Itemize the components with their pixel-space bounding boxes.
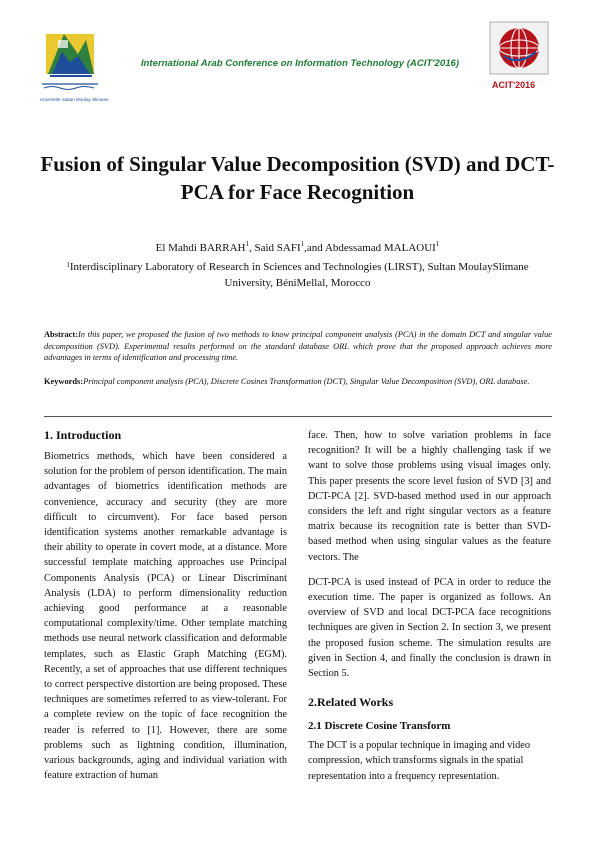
affiliation-line-2: University, BéniMellal, Morocco	[224, 277, 371, 289]
keywords	[44, 376, 552, 388]
right-column	[308, 428, 551, 784]
acit-logo	[486, 18, 552, 94]
author-3: Abdessamad MALAOUI	[324, 242, 436, 254]
author-list	[20, 242, 575, 254]
author-separator: ,	[249, 242, 255, 254]
author-2-sup: 1	[300, 240, 305, 248]
abstract-text: In this paper, we proposed the fusion of two methods to know principal component analysis (PCA) in the domain DCT and singular value decomposition (SVD). Experimental results performed on the standard database ORL which prove that the proposed approach achieves more advantages in terms of identification and processing time.	[44, 330, 552, 363]
section-heading-related-works: 2.Related Works	[308, 695, 394, 710]
introduction-paragraph-continued: face. Then, how to solve variation problems in face recognition? It will be a highly challenging task if we want to solve those problems using visual images only. This paper presents the score level fusion of SVD [3] and DCT-PCA [2]. SVD-based method used in our approach considers the left and right singular vectors as a feature matrix because its recognition rate is better than SVD-based method when using singular values as the feature vectors. The	[308, 430, 551, 563]
university-logo-caption: Université Sultan Moulay Slimane	[40, 97, 109, 102]
author-2: Said SAFI	[254, 242, 301, 254]
dct-paragraph: The DCT is a popular technique in imaging and video compression, which transforms signals in the spatial representation into a frequency representation.	[308, 740, 531, 782]
paper-title: Fusion of Singular Value Decomposition (SVD) and DCT-PCA for Face Recognition	[40, 152, 555, 204]
affiliation-line-1: Interdisciplinary Laboratory of Research in Sciences and Technologies (LIRST), Sultan MoulaySlimane	[69, 261, 529, 273]
abstract-label: Abstract:	[44, 330, 78, 339]
section-heading-introduction: 1. Introduction	[44, 428, 122, 442]
abstract	[44, 329, 552, 364]
keywords-label: Keywords:	[44, 377, 84, 386]
keywords-text: Principal component analysis (PCA), Discrete Cosines Transformation (DCT), Singular Value Decomposition (SVD), ORL database.	[83, 377, 530, 386]
introduction-paragraph: Biometrics methods, which have been considered a solution for the problem of person identification. The main advantages of biometrics identification methods are convenience, accuracy and security (they are more difficult to circumvent). For face based person identification systems another remarkable advantage is their ability to operate in covert mode, at a distance. More successful template matching approaches use Principal Components Analysis (PCA) or Linear Discriminant Analysis (LDA) to perform dimensionality reduction achieving good performance at a reasonable computational complexity/time. Other template matching methods use neural network classification and deformable templates, such as Elastic Graph Matching (EGM). Recently, a set of approaches that use different techniques to correct perspective distortion are being proposed. These techniques are sometimes referred to as view-tolerant. For a complete review on the topic of face recognition the reader is referred to [1]. However, there are some problems such as lightning condition, illumination, various backgrounds, aging and individual variation with feature extraction of human	[44, 451, 287, 782]
affiliation	[20, 259, 575, 291]
left-column	[44, 428, 287, 783]
author-3-sup: 1	[435, 240, 440, 248]
author-1: El Mahdi BARRAH	[155, 242, 246, 254]
subsection-heading-dct: 2.1 Discrete Cosine Transform	[308, 720, 451, 733]
conference-title: International Arab Conference on Information Technology (ACIT'2016)	[140, 58, 460, 69]
author-1-sup: 1	[245, 240, 249, 248]
university-logo	[38, 28, 118, 106]
section-divider	[44, 416, 552, 417]
acit-logo-caption: ACIT'2016	[492, 80, 536, 90]
introduction-paragraph-2: DCT-PCA is used instead of PCA in order to reduce the execution time. The paper is organized as follows. An overview of SVD and local DCT-PCA face recognitions techniques are given in Section 2. In section 3, we present the proposed fusion scheme. The simulation results are given in Section 4, and finally the conclusion is drawn in Section 5.	[308, 576, 551, 680]
author-separator: ,and	[304, 242, 325, 254]
affiliation-sup: 1	[66, 261, 70, 269]
